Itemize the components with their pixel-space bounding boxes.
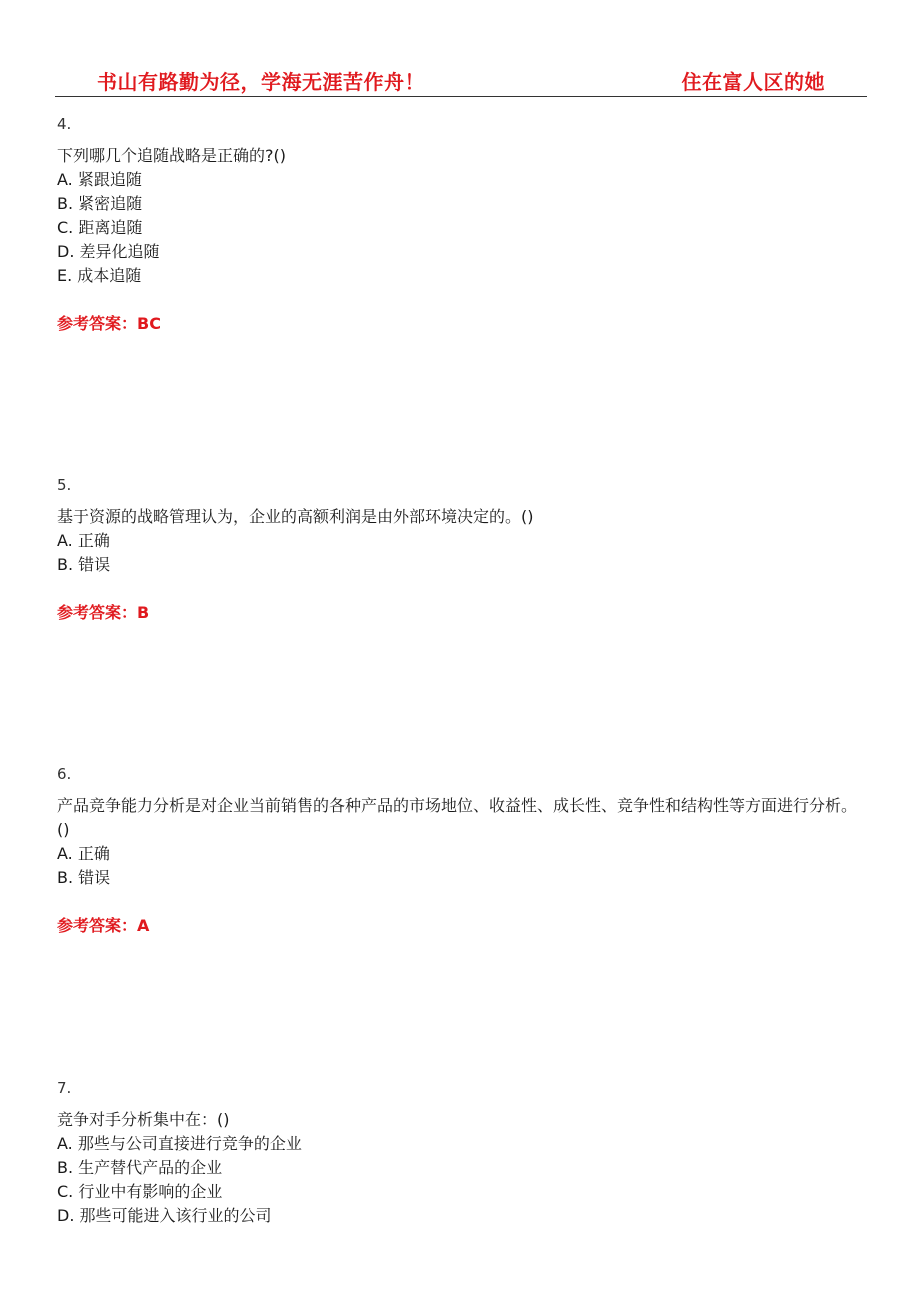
option-a: A. 正确	[57, 531, 110, 550]
question-number: 6.	[57, 765, 72, 783]
option-c: C. 距离追随	[57, 218, 143, 237]
option-c: C. 行业中有影响的企业	[57, 1182, 223, 1201]
header-motto: 书山有路勤为径，学海无涯苦作舟！	[97, 70, 425, 94]
option-b: B. 错误	[57, 868, 111, 887]
header-author: 住在富人区的她	[681, 70, 825, 94]
option-b: B. 紧密追随	[57, 194, 143, 213]
answer-key: 参考答案：BC	[57, 314, 161, 333]
option-a: A. 紧跟追随	[57, 170, 142, 189]
question-number: 7.	[57, 1079, 72, 1097]
option-b: B. 生产替代产品的企业	[57, 1158, 223, 1177]
option-d: D. 差异化追随	[57, 242, 160, 261]
page-header	[55, 62, 867, 97]
question-text: 基于资源的战略管理认为，企业的高额利润是由外部环境决定的。()	[57, 507, 534, 526]
answer-key: 参考答案：B	[57, 603, 150, 622]
question-5	[57, 473, 869, 625]
answer-key: 参考答案：A	[57, 916, 150, 935]
question-number: 4.	[57, 115, 72, 133]
question-6	[57, 762, 869, 938]
option-a: A. 那些与公司直接进行竞争的企业	[57, 1134, 302, 1153]
question-4	[57, 112, 869, 336]
question-number: 5.	[57, 476, 72, 494]
option-a: A. 正确	[57, 844, 110, 863]
option-b: B. 错误	[57, 555, 111, 574]
option-e: E. 成本追随	[57, 266, 142, 285]
question-text: 竞争对手分析集中在：()	[57, 1110, 230, 1129]
option-d: D. 那些可能进入该行业的公司	[57, 1206, 272, 1225]
question-text: 下列哪几个追随战略是正确的?()	[57, 146, 286, 165]
question-text: 产品竞争能力分析是对企业当前销售的各种产品的市场地位、收益性、成长性、竞争性和结构性等方面进行分析。()	[57, 796, 858, 839]
question-7	[57, 1076, 869, 1228]
